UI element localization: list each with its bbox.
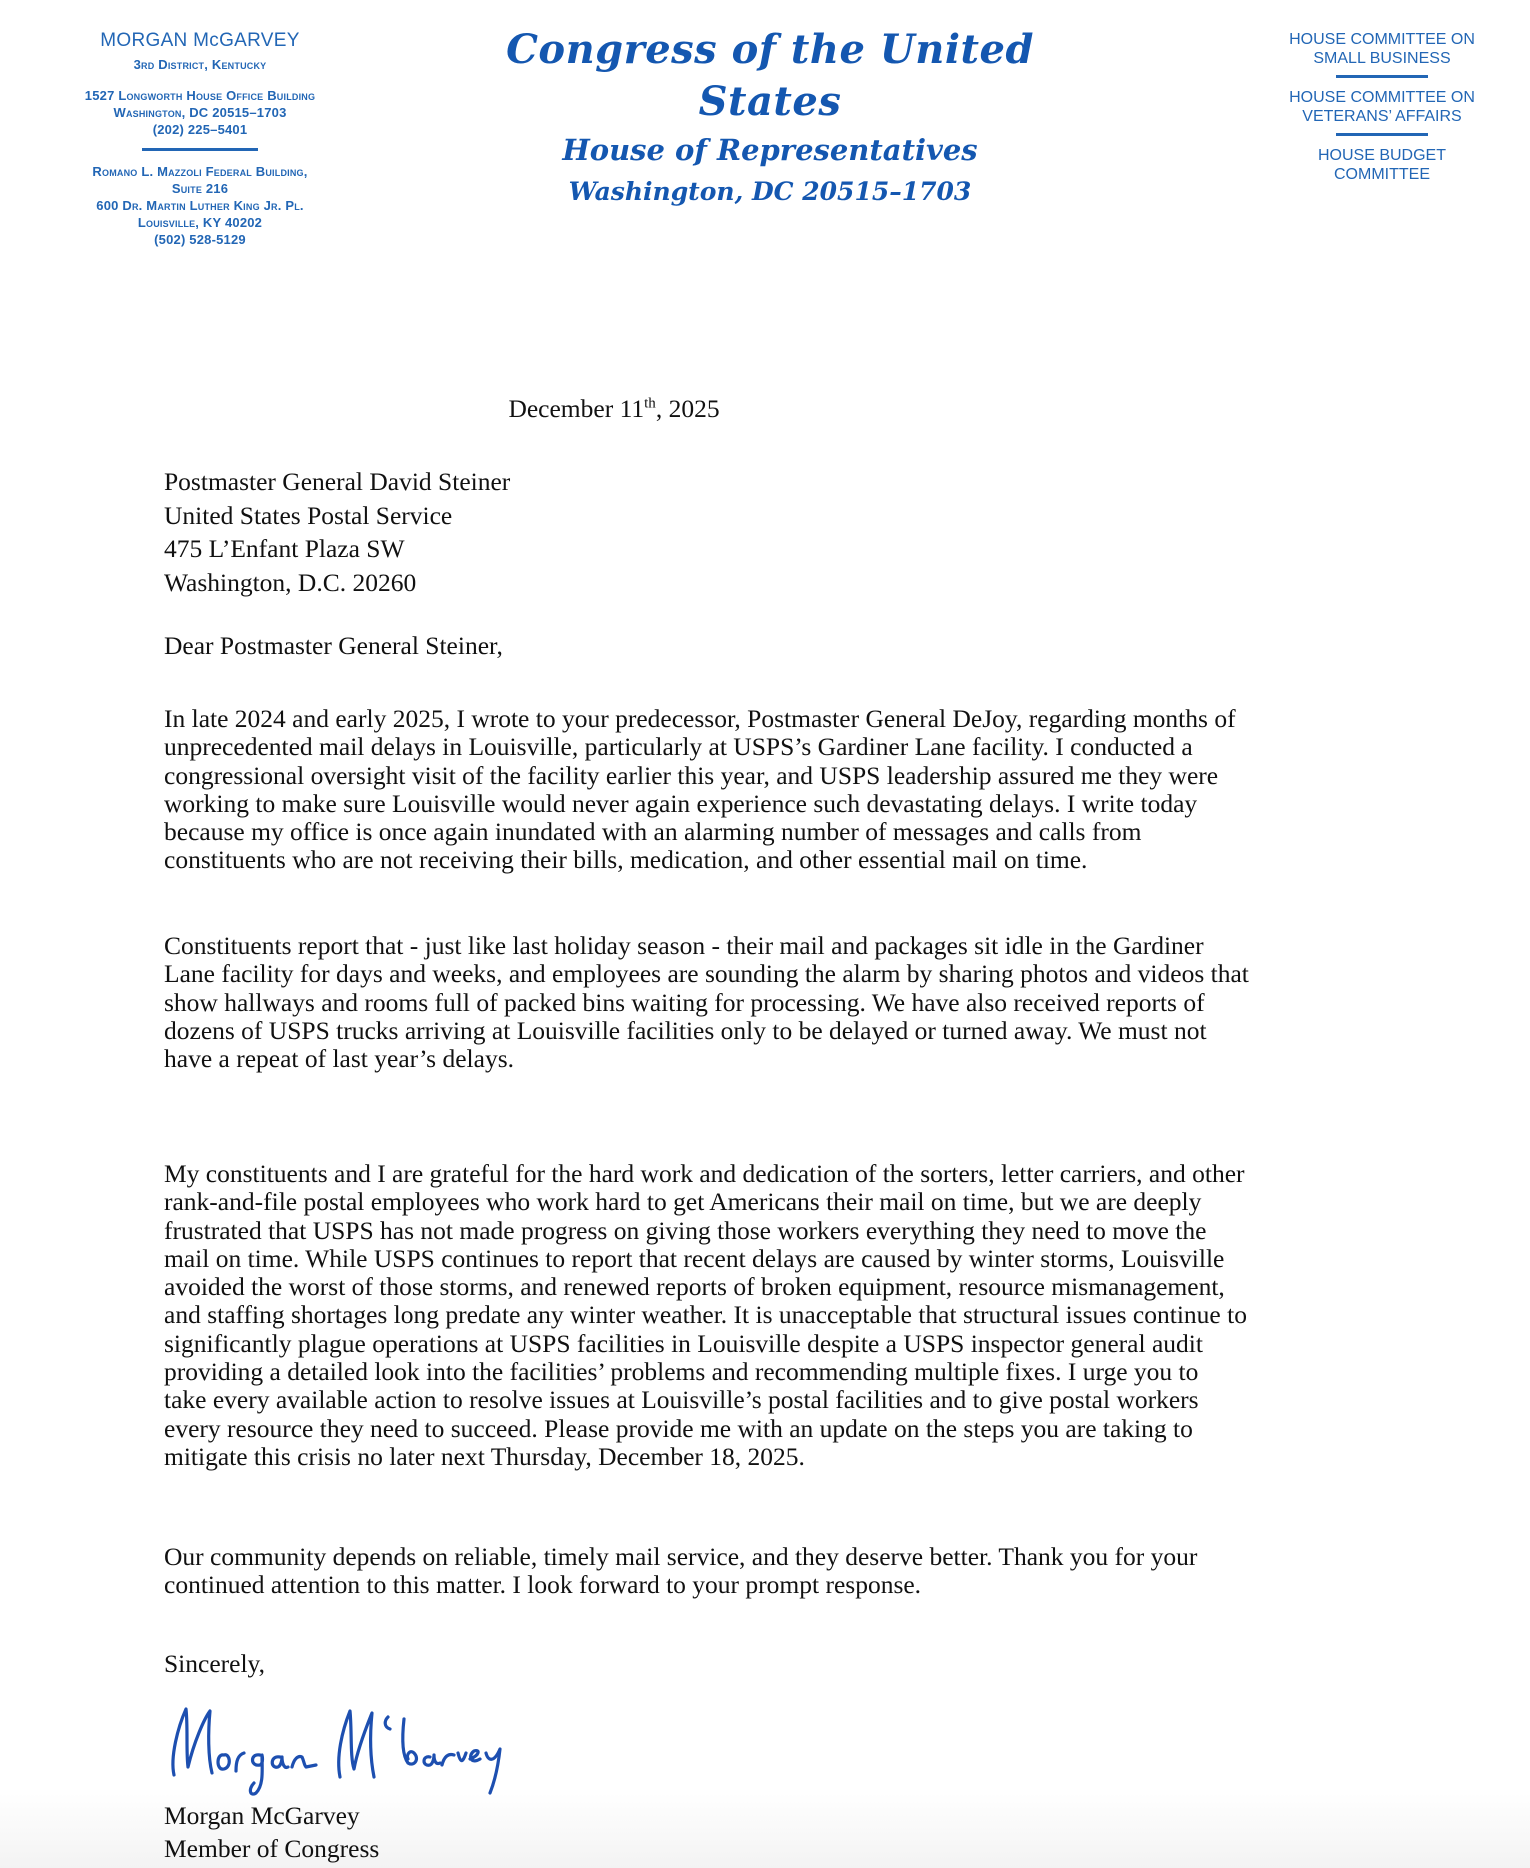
- paragraph-4: [164, 1543, 1404, 1600]
- committee-line: HOUSE COMMITTEE ON: [1289, 89, 1475, 106]
- committee-veterans-affairs: [1262, 88, 1502, 126]
- text-line: My constituents and I are grateful for the hard work and dedication of the sorters, letter carriers, and other: [164, 1159, 1245, 1188]
- date-month-day: December 11: [508, 394, 645, 423]
- text-line: have a repeat of last year’s delays.: [164, 1044, 514, 1074]
- letterhead-member-info: [30, 30, 370, 248]
- congress-title: Congress of the United States: [506, 26, 1034, 125]
- text-line: dozens of USPS trucks arriving at Louisville facilities only to be delayed or turned away. We must not: [164, 1015, 1207, 1045]
- letterhead-congress-title: [440, 24, 1100, 212]
- text-line: mail on time. While USPS continues to report that recent delays are caused by winter storms, Louisville: [164, 1243, 1225, 1273]
- text-line: rank-and-file postal employees who work hard to get Americans their mail on time, but we are deeply: [164, 1187, 1202, 1217]
- recipient-line: 475 L’Enfant Plaza SW: [164, 534, 405, 563]
- house-location: Washington, DC 20515–1703: [568, 177, 972, 206]
- district-office-line2: Suite 216: [171, 181, 229, 196]
- dc-office-phone: (202) 225–5401: [152, 122, 248, 137]
- signer-title: Member of Congress: [164, 1834, 380, 1863]
- text-line: take every available action to resolve issues at Louisville’s postal facilities and to give postal workers: [164, 1385, 1199, 1415]
- divider: [1336, 133, 1428, 136]
- district-office-line1: Romano L. Mazzoli Federal Building,: [92, 164, 308, 179]
- text-line: and staffing shortages long predate any winter weather. It is unacceptable that structural issues continue to: [164, 1300, 1247, 1330]
- text-line: mitigate this crisis no later next Thursday, December 18, 2025.: [164, 1441, 805, 1471]
- text-line: constituents who are not receiving their bills, medication, and other essential mail on time.: [164, 845, 1088, 875]
- district-office-line3: 600 Dr. Martin Luther King Jr. Pl.: [96, 198, 304, 213]
- text-line: avoided the worst of those storms, and renewed reports of broken equipment, resource mismanagement,: [164, 1272, 1225, 1302]
- recipient-line: United States Postal Service: [164, 500, 453, 530]
- paragraph-2: [164, 932, 1404, 1073]
- divider: [142, 148, 258, 151]
- closing: Sincerely,: [164, 1649, 266, 1678]
- letter-date: [164, 395, 1064, 423]
- committee-line: HOUSE BUDGET: [1317, 147, 1446, 164]
- recipient-line: Postmaster General David Steiner: [164, 467, 511, 496]
- district-office-phone: (502) 528-5129: [154, 232, 246, 247]
- committee-small-business: [1262, 30, 1502, 68]
- committee-line: VETERANS’ AFFAIRS: [1302, 108, 1462, 125]
- date-ordinal-suffix: th: [644, 395, 656, 412]
- date-year: , 2025: [655, 394, 720, 423]
- paragraph-3: [164, 1160, 1404, 1471]
- member-name: MORGAN McGARVEY: [100, 30, 300, 51]
- member-district: 3rd District, Kentucky: [133, 57, 267, 72]
- letterhead-committees: [1262, 30, 1502, 184]
- text-line: In late 2024 and early 2025, I wrote to your predecessor, Postmaster General DeJoy, regarding months of: [164, 704, 1236, 733]
- divider: [1336, 75, 1428, 78]
- text-line: frustrated that USPS has not made progress on giving those workers everything they need to move the: [164, 1215, 1207, 1245]
- text-line: Constituents report that - just like last holiday season - their mail and packages sit idle in the Gardiner: [164, 931, 1204, 960]
- text-line: unprecedented mail delays in Louisville, particularly at USPS’s Gardiner Lane facility. I conducted a: [164, 732, 1193, 762]
- committee-budget: [1262, 146, 1502, 184]
- text-line: every resource they need to succeed. Please provide me with an update on the steps you are taking to: [164, 1413, 1193, 1443]
- committee-line: COMMITTEE: [1334, 166, 1430, 183]
- text-line: significantly plague operations at USPS facilities in Louisville despite a USPS inspector general audit: [164, 1328, 1203, 1358]
- district-office-line4: Louisville, KY 40202: [137, 215, 263, 230]
- dc-office-line2: Washington, DC 20515–1703: [113, 105, 287, 120]
- signature-icon: [164, 1697, 524, 1807]
- text-line: show hallways and rooms full of packed bins waiting for processing. We have also received reports of: [164, 987, 1205, 1017]
- text-line: because my office is once again inundated with an alarming number of messages and calls from: [164, 817, 1142, 847]
- recipient-line: Washington, D.C. 20260: [164, 567, 417, 597]
- signer-block: [164, 1799, 379, 1865]
- committee-line: HOUSE COMMITTEE ON: [1289, 31, 1475, 48]
- committee-line: SMALL BUSINESS: [1313, 50, 1451, 67]
- text-line: Lane facility for days and weeks, and employees are sounding the alarm by sharing photos and videos that: [164, 959, 1249, 989]
- text-line: congressional oversight visit of the facility earlier this year, and USPS leadership assured me they were: [164, 760, 1219, 790]
- recipient-address: [164, 465, 510, 599]
- text-line: Our community depends on reliable, timely mail service, and they deserve better. Thank you for your: [164, 1542, 1198, 1571]
- paragraph-1: [164, 705, 1404, 875]
- house-subtitle: House of Representatives: [562, 133, 978, 167]
- signer-name: Morgan McGarvey: [164, 1801, 360, 1830]
- text-line: providing a detailed look into the facilities’ problems and recommending multiple fixes. I urge you to: [164, 1357, 1199, 1387]
- salutation: Dear Postmaster General Steiner,: [164, 631, 503, 660]
- text-line: continued attention to this matter. I look forward to your prompt response.: [164, 1570, 922, 1600]
- text-line: working to make sure Louisville would never again experience such devastating delays. I write today: [164, 788, 1198, 818]
- dc-office-line1: 1527 Longworth House Office Building: [84, 88, 316, 103]
